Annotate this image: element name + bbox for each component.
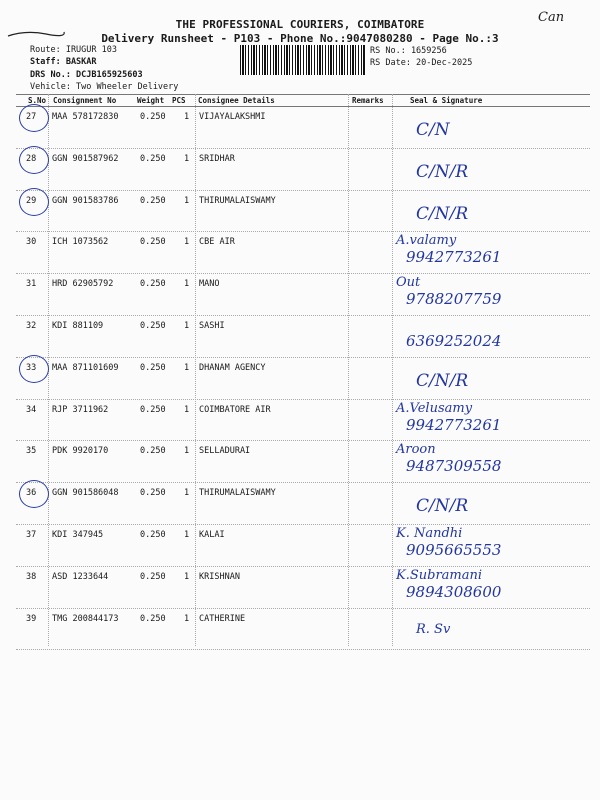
pieces-count: 1 <box>184 279 190 290</box>
pieces-count: 1 <box>184 530 190 540</box>
consignee-name: SELLADURAI <box>199 446 251 457</box>
serial-number: 32 <box>26 321 37 331</box>
hand-drawn-circle <box>19 188 49 216</box>
table-row <box>16 524 590 566</box>
pieces-count: 1 <box>184 488 190 499</box>
weight-value: 0.250 <box>140 446 166 457</box>
handwritten-signature: C/N/R <box>416 203 469 224</box>
weight-value: 0.250 <box>140 112 166 122</box>
consignee-name: DHANAM AGENCY <box>199 362 266 373</box>
consignee-name: CBE AIR <box>199 237 235 248</box>
consignment-number: ASD 1233644 <box>52 571 109 582</box>
consignment-number: KDI 347945 <box>52 530 104 540</box>
consignment-number: MAA 578172830 <box>52 112 119 122</box>
table-row <box>16 106 590 148</box>
consignment-number: HRD 62905792 <box>52 279 114 290</box>
col-header-weight: Weight <box>137 96 165 105</box>
table-row <box>16 440 590 482</box>
table-row <box>16 273 590 315</box>
serial-number: 29 <box>26 195 37 206</box>
col-header-seal: Seal & Signature <box>410 96 483 105</box>
pieces-count: 1 <box>184 321 190 331</box>
table-row <box>16 482 590 524</box>
consignment-number: MAA 871101609 <box>52 362 119 373</box>
pieces-count: 1 <box>184 446 190 457</box>
row-divider <box>16 649 590 650</box>
handwritten-phone: 9095665553 <box>406 541 502 559</box>
consignee-name: SRIDHAR <box>199 153 235 164</box>
handwritten-phone: 9788207759 <box>406 290 502 309</box>
hand-drawn-circle <box>19 480 49 508</box>
col-header-consignee: Consignee Details <box>198 96 275 105</box>
serial-number: 30 <box>26 237 37 248</box>
weight-value: 0.250 <box>140 488 166 499</box>
handwritten-signature: K. Nandhi <box>396 526 463 541</box>
rs-date: RS Date: 20-Dec-2025 <box>370 58 473 68</box>
handwritten-phone: 6369252024 <box>406 332 502 350</box>
consignee-name: THIRUMALAISWAMY <box>199 488 276 499</box>
weight-value: 0.250 <box>140 237 166 248</box>
table-row <box>16 148 590 190</box>
consignee-name: VIJAYALAKSHMI <box>199 112 266 122</box>
pieces-count: 1 <box>184 571 190 582</box>
col-header-remarks: Remarks <box>352 96 384 105</box>
weight-value: 0.250 <box>140 321 166 331</box>
handwritten-signature: A.valamy <box>396 233 457 249</box>
consignment-number: GGN 901587962 <box>52 153 119 164</box>
drs-label: DRS No.: DCJB165925603 <box>30 70 143 80</box>
col-header-pcs: PCS <box>172 96 186 105</box>
weight-value: 0.250 <box>140 530 166 540</box>
col-header-consignment: Consignment No <box>53 96 117 105</box>
consignment-number: TMG 200844173 <box>52 613 119 624</box>
serial-number: 28 <box>26 153 37 164</box>
pieces-count: 1 <box>184 237 190 248</box>
serial-number: 35 <box>26 446 37 457</box>
serial-number: 38 <box>26 571 37 582</box>
consignee-name: CATHERINE <box>199 613 246 624</box>
handwritten-signature: K.Subramani <box>396 567 483 583</box>
serial-number: 37 <box>26 530 37 540</box>
weight-value: 0.250 <box>140 195 166 206</box>
consignment-number: KDI 881109 <box>52 321 104 331</box>
vehicle-label: Vehicle: Two Wheeler Delivery <box>30 82 179 92</box>
table-row <box>16 315 590 357</box>
consignee-name: SASHI <box>199 321 225 331</box>
pieces-count: 1 <box>184 195 190 206</box>
weight-value: 0.250 <box>140 153 166 164</box>
hand-drawn-circle <box>19 355 49 383</box>
pieces-count: 1 <box>184 112 190 122</box>
handwritten-phone: 9487309558 <box>406 457 502 476</box>
serial-number: 27 <box>26 112 37 122</box>
handwritten-phone: 9894308600 <box>406 582 502 601</box>
staff-label: Staff: BASKAR <box>30 57 97 67</box>
runsheet-title: Delivery Runsheet - P103 - Phone No.:9047080280 - Page No.:3 <box>101 32 499 45</box>
table-row <box>16 566 590 608</box>
handwritten-signature: C/N <box>416 120 450 140</box>
table-row <box>16 608 590 650</box>
weight-value: 0.250 <box>140 362 166 373</box>
consignment-number: ICH 1073562 <box>52 237 109 248</box>
handwritten-phone: 9942773261 <box>406 248 502 267</box>
rs-number: RS No.: 1659256 <box>370 46 447 56</box>
consignee-name: KRISHNAN <box>199 571 240 582</box>
consignee-name: MANO <box>199 279 220 290</box>
consignment-number: GGN 901586048 <box>52 488 119 499</box>
handwritten-signature: Out <box>396 275 421 291</box>
col-header-sno: S.No <box>28 96 47 105</box>
weight-value: 0.250 <box>140 279 166 290</box>
serial-number: 36 <box>26 488 37 499</box>
weight-value: 0.250 <box>140 613 166 624</box>
handwritten-signature: R. Sv <box>416 621 451 637</box>
serial-number: 34 <box>26 404 37 415</box>
route-label: Route: IRUGUR 103 <box>30 45 117 55</box>
consignment-number: PDK 9920170 <box>52 446 109 457</box>
consignment-number: GGN 901583786 <box>52 195 119 206</box>
company-title: THE PROFESSIONAL COURIERS, COIMBATORE <box>175 18 425 31</box>
barcode <box>240 45 366 75</box>
hand-drawn-circle <box>19 104 49 132</box>
weight-value: 0.250 <box>140 404 166 415</box>
handwritten-signature: C/N/R <box>416 161 469 182</box>
corner-note: Can <box>538 10 565 25</box>
serial-number: 33 <box>26 362 37 373</box>
pieces-count: 1 <box>184 404 190 415</box>
pieces-count: 1 <box>184 613 190 624</box>
consignee-name: THIRUMALAISWAMY <box>199 195 276 206</box>
handwritten-signature: Aroon <box>396 442 436 458</box>
consignment-number: RJP 3711962 <box>52 404 109 415</box>
header-top-rule <box>16 94 590 95</box>
hand-drawn-circle <box>19 146 49 174</box>
table-row <box>16 357 590 399</box>
pieces-count: 1 <box>184 153 190 164</box>
pieces-count: 1 <box>184 362 190 373</box>
handwritten-signature: C/N/R <box>416 496 469 517</box>
handwritten-signature: C/N/R <box>416 370 469 391</box>
table-row <box>16 399 590 441</box>
handwritten-signature: A.Velusamy <box>396 400 473 416</box>
handwritten-phone: 9942773261 <box>406 415 502 434</box>
table-row <box>16 190 590 232</box>
consignee-name: COIMBATORE AIR <box>199 404 271 415</box>
weight-value: 0.250 <box>140 571 166 582</box>
consignee-name: KALAI <box>199 530 225 540</box>
table-row <box>16 231 590 273</box>
serial-number: 39 <box>26 613 37 624</box>
serial-number: 31 <box>26 279 37 290</box>
